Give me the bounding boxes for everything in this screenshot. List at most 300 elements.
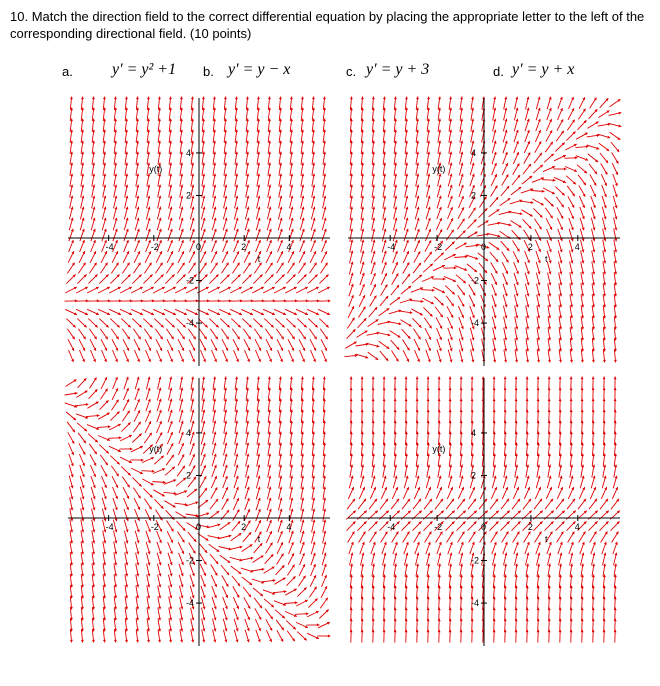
slope-arrow xyxy=(113,509,117,521)
slope-arrow xyxy=(504,465,507,478)
slope-arrow xyxy=(285,612,297,617)
slope-arrow xyxy=(135,531,139,543)
slope-arrow xyxy=(300,218,304,230)
slope-arrow xyxy=(77,274,86,283)
slope-arrow xyxy=(122,263,129,274)
slope-arrow xyxy=(447,306,453,317)
slope-arrow xyxy=(186,287,198,293)
slope-arrow xyxy=(267,240,272,252)
slope-arrow xyxy=(131,446,143,452)
slope-arrow xyxy=(312,520,316,533)
slope-arrow xyxy=(438,630,441,643)
slope-arrow xyxy=(167,521,174,532)
slope-arrow xyxy=(202,174,205,187)
slope-arrow xyxy=(568,196,574,207)
slope-arrow xyxy=(147,185,151,198)
slope-arrow xyxy=(479,208,488,218)
slope-arrow xyxy=(612,487,618,499)
slope-arrow xyxy=(523,164,531,174)
slope-arrow xyxy=(224,410,227,423)
slope-arrow xyxy=(88,319,97,328)
slope-arrow xyxy=(359,532,366,543)
slope-arrow xyxy=(81,531,84,544)
slope-arrow xyxy=(449,119,452,132)
slope-arrow xyxy=(114,564,117,577)
slope-arrow xyxy=(613,542,618,554)
slope-arrow xyxy=(81,119,84,132)
slope-arrow xyxy=(212,597,217,609)
slope-arrow xyxy=(570,295,573,308)
slope-arrow xyxy=(482,350,486,363)
slope-arrow xyxy=(557,487,563,499)
slope-arrow xyxy=(312,196,316,209)
slope-arrow xyxy=(199,488,207,498)
slope-arrow xyxy=(491,532,498,543)
slope-arrow xyxy=(235,108,238,121)
slope-arrow xyxy=(535,229,541,241)
slope-arrow xyxy=(103,586,106,599)
slope-arrow xyxy=(114,119,117,132)
slope-arrow xyxy=(548,317,551,330)
slope-arrow xyxy=(221,565,229,575)
slope-arrow xyxy=(253,274,262,283)
slope-arrow xyxy=(142,470,155,473)
slope-arrow xyxy=(469,284,475,295)
slope-arrow xyxy=(256,207,260,220)
slope-arrow xyxy=(157,421,162,433)
slope-arrow xyxy=(383,630,386,643)
slope-arrow xyxy=(427,108,430,121)
slope-arrow xyxy=(323,141,326,154)
slope-arrow xyxy=(356,354,368,359)
slope-arrow xyxy=(403,340,410,351)
slope-arrow xyxy=(510,200,522,204)
slope-arrow xyxy=(436,317,442,328)
slope-arrow xyxy=(157,207,161,220)
slope-arrow xyxy=(492,130,496,143)
slope-arrow xyxy=(81,163,84,176)
slope-arrow xyxy=(361,553,365,566)
slope-arrow xyxy=(213,421,217,434)
slope-arrow xyxy=(98,309,110,315)
slope-arrow xyxy=(124,240,129,252)
slope-arrow xyxy=(255,608,261,619)
slope-arrow xyxy=(201,432,205,445)
slope-arrow xyxy=(124,218,128,230)
slope-arrow xyxy=(245,229,250,241)
slope-arrow xyxy=(402,274,410,284)
slope-arrow xyxy=(372,196,375,209)
slope-arrow xyxy=(234,619,239,631)
slope-arrow xyxy=(158,141,161,154)
slope-arrow xyxy=(350,454,353,467)
slope-arrow xyxy=(224,152,227,165)
slope-arrow xyxy=(547,97,552,109)
slope-arrow xyxy=(90,378,97,389)
slope-arrow xyxy=(156,432,162,443)
slope-arrow xyxy=(224,119,227,132)
slope-arrow xyxy=(257,108,260,121)
slope-arrow xyxy=(69,240,74,252)
slope-arrow xyxy=(279,410,282,423)
slope-arrow xyxy=(556,499,564,509)
slope-arrow xyxy=(290,108,293,121)
slope-arrow xyxy=(471,630,474,643)
slope-arrow xyxy=(309,329,316,340)
slope-arrow xyxy=(371,273,376,285)
slope-arrow xyxy=(513,532,520,543)
slope-arrow xyxy=(567,186,575,196)
slope-arrow xyxy=(455,243,466,249)
slope-arrow xyxy=(581,306,584,319)
slope-arrow xyxy=(69,218,73,230)
slope-arrow xyxy=(319,610,328,619)
x-tick-label: -4 xyxy=(387,522,396,532)
slope-arrow xyxy=(168,564,172,577)
slope-arrow xyxy=(392,532,399,543)
slope-arrow xyxy=(311,542,315,554)
slope-arrow xyxy=(536,476,540,489)
slope-arrow xyxy=(246,388,249,401)
slope-arrow xyxy=(186,309,198,315)
slope-arrow xyxy=(311,240,316,252)
slope-arrow xyxy=(548,564,551,577)
slope-arrow xyxy=(257,130,260,143)
slope-arrow xyxy=(405,119,408,132)
slope-arrow xyxy=(515,317,519,330)
slope-arrow xyxy=(201,240,206,252)
slope-arrow xyxy=(383,553,387,566)
slope-arrow xyxy=(489,209,500,216)
slope-arrow xyxy=(135,520,140,532)
slope-arrow xyxy=(277,554,284,565)
slope-arrow xyxy=(245,487,250,499)
slope-arrow xyxy=(158,630,161,643)
slope-arrow xyxy=(133,422,140,433)
slope-arrow xyxy=(65,403,77,408)
slope-arrow xyxy=(275,274,284,283)
slope-arrow xyxy=(592,273,595,286)
slope-arrow xyxy=(416,553,420,566)
slope-arrow xyxy=(588,154,598,162)
slope-arrow xyxy=(393,218,397,231)
slope-arrow xyxy=(358,318,367,328)
slope-arrow xyxy=(277,339,283,351)
slope-arrow xyxy=(178,532,185,543)
slope-arrow xyxy=(234,465,238,478)
slope-arrow xyxy=(592,284,595,297)
slope-arrow xyxy=(488,233,501,237)
slope-arrow xyxy=(201,218,205,230)
slope-arrow xyxy=(312,465,315,478)
slope-arrow xyxy=(132,274,141,283)
slope-arrow xyxy=(427,174,431,187)
slope-arrow xyxy=(350,465,353,478)
slope-arrow xyxy=(230,309,242,315)
slope-arrow xyxy=(405,465,408,478)
slope-arrow xyxy=(490,197,499,207)
slope-arrow xyxy=(257,141,260,154)
slope-arrow xyxy=(614,273,617,286)
slope-arrow xyxy=(136,196,140,209)
slope-arrow xyxy=(547,476,551,489)
slope-arrow xyxy=(513,152,519,164)
slope-arrow xyxy=(565,144,577,150)
slope-arrow xyxy=(383,185,386,198)
slope-arrow xyxy=(349,262,353,275)
slope-arrow xyxy=(415,229,420,241)
slope-arrow xyxy=(405,174,408,187)
slope-arrow xyxy=(491,186,498,197)
slope-arrow xyxy=(279,432,282,445)
slope-arrow xyxy=(125,564,128,577)
slope-arrow xyxy=(169,130,172,143)
slope-arrow xyxy=(383,207,387,220)
y-tick-label: 4 xyxy=(186,147,192,158)
slope-arrow xyxy=(92,196,96,209)
slope-arrow xyxy=(257,410,260,423)
slope-arrow xyxy=(600,153,608,163)
slope-arrow xyxy=(246,399,249,412)
slope-arrow xyxy=(190,586,194,599)
slope-arrow xyxy=(438,119,441,132)
slope-arrow xyxy=(190,240,195,252)
slope-arrow xyxy=(513,241,520,252)
slope-arrow xyxy=(256,487,260,500)
slope-arrow xyxy=(257,377,260,390)
slope-arrow xyxy=(213,432,217,445)
slope-arrow xyxy=(570,465,573,478)
slope-arrow xyxy=(89,444,97,454)
slope-arrow xyxy=(427,185,431,198)
slope-arrow xyxy=(122,477,129,488)
slope-arrow xyxy=(190,218,194,230)
slope-arrow xyxy=(311,564,316,576)
slope-arrow xyxy=(515,306,519,319)
slope-arrow xyxy=(80,476,85,488)
slope-arrow xyxy=(537,306,540,319)
slope-arrow xyxy=(290,487,294,500)
slope-arrow xyxy=(536,108,541,120)
slope-arrow xyxy=(100,329,107,340)
slope-arrow xyxy=(603,564,606,577)
slope-arrow xyxy=(246,141,249,154)
slope-arrow xyxy=(98,287,110,293)
slope-arrow xyxy=(274,287,286,293)
slope-arrow xyxy=(201,350,206,362)
slope-arrow xyxy=(243,532,251,542)
slope-arrow xyxy=(359,307,366,318)
slope-arrow xyxy=(390,331,401,338)
slope-arrow xyxy=(190,229,195,241)
slope-arrow xyxy=(312,130,315,143)
slope-arrow xyxy=(612,532,619,543)
slope-arrow xyxy=(349,284,354,296)
slope-arrow xyxy=(224,388,227,401)
slope-arrow xyxy=(458,306,464,318)
slope-arrow xyxy=(570,553,574,566)
slope-arrow xyxy=(459,542,464,554)
slope-arrow xyxy=(234,240,239,252)
slope-arrow xyxy=(413,521,422,530)
slope-arrow xyxy=(455,266,467,271)
slope-arrow xyxy=(382,542,387,554)
slope-arrow xyxy=(345,354,358,357)
slope-arrow xyxy=(136,597,139,610)
slope-arrow xyxy=(233,597,239,609)
slope-arrow xyxy=(264,567,275,574)
slope-arrow xyxy=(135,207,139,220)
slope-arrow xyxy=(168,542,173,554)
slope-arrow xyxy=(254,329,261,340)
slope-arrow xyxy=(501,499,509,509)
slope-arrow xyxy=(147,575,151,588)
slope-arrow xyxy=(201,586,206,598)
slope-arrow xyxy=(201,207,205,220)
slope-arrow xyxy=(285,601,298,604)
slope-arrow xyxy=(178,251,184,263)
slope-arrow xyxy=(257,421,260,434)
slope-arrow xyxy=(322,240,327,252)
slope-arrow xyxy=(176,512,187,519)
slope-arrow xyxy=(112,476,118,488)
slope-arrow xyxy=(233,509,240,520)
direction-field-bottom-right xyxy=(346,377,620,647)
x-tick-label: -2 xyxy=(434,522,443,532)
slope-arrow xyxy=(70,196,74,209)
slope-arrow xyxy=(579,196,585,208)
slope-arrow xyxy=(67,263,74,274)
slope-arrow xyxy=(125,108,128,121)
slope-arrow xyxy=(169,119,172,132)
slope-arrow xyxy=(198,274,207,283)
slope-arrow xyxy=(349,476,353,489)
slope-arrow xyxy=(300,520,304,533)
slope-arrow xyxy=(590,98,597,109)
slope-arrow xyxy=(147,630,150,643)
slope-arrow xyxy=(359,487,365,499)
slope-arrow xyxy=(179,240,184,252)
slope-arrow xyxy=(581,465,584,478)
slope-arrow xyxy=(92,575,95,588)
slope-arrow xyxy=(415,207,419,220)
slope-arrow xyxy=(323,196,327,209)
slope-arrow xyxy=(66,412,76,420)
slope-arrow xyxy=(312,432,315,445)
slope-arrow xyxy=(544,154,554,163)
slope-arrow xyxy=(191,185,195,198)
slope-arrow xyxy=(147,564,151,577)
slope-arrow xyxy=(179,410,183,423)
slope-arrow xyxy=(253,556,264,563)
slope-arrow xyxy=(426,476,430,489)
slope-arrow xyxy=(102,476,107,488)
slope-arrow xyxy=(202,630,206,643)
slope-arrow xyxy=(257,388,260,401)
y-axis-label: y(t) xyxy=(432,164,446,175)
y-tick-label: 4 xyxy=(471,147,477,158)
slope-arrow xyxy=(278,498,282,511)
slope-arrow xyxy=(252,579,264,584)
slope-arrow xyxy=(179,564,184,576)
slope-arrow xyxy=(438,564,441,577)
slope-arrow xyxy=(244,509,250,521)
slope-arrow xyxy=(309,263,316,274)
slope-arrow xyxy=(135,399,140,411)
slope-arrow xyxy=(378,321,391,325)
slope-arrow xyxy=(180,597,184,610)
slope-arrow xyxy=(383,163,386,176)
slope-arrow xyxy=(301,476,304,489)
slope-arrow xyxy=(90,454,96,465)
slope-arrow xyxy=(279,421,282,434)
slope-arrow xyxy=(244,597,250,608)
slope-arrow xyxy=(202,377,205,390)
slope-arrow xyxy=(577,165,587,173)
slope-arrow xyxy=(175,490,187,495)
slope-arrow xyxy=(416,130,419,143)
slope-arrow xyxy=(234,229,239,241)
slope-arrow xyxy=(425,229,431,241)
slope-arrow xyxy=(299,564,305,576)
slope-arrow xyxy=(91,476,96,488)
slope-arrow xyxy=(609,123,622,127)
slope-arrow xyxy=(279,487,283,500)
slope-arrow xyxy=(279,119,282,132)
question-body: Match the direction field to the correct differential equation by placing the appropriate letter to the left of the corresponding directional field. (10 points) xyxy=(10,9,645,41)
slope-arrow xyxy=(323,152,326,165)
slope-arrow xyxy=(103,119,106,132)
slope-arrow xyxy=(526,465,529,478)
slope-arrow xyxy=(402,521,411,530)
slope-arrow xyxy=(235,399,238,412)
slope-arrow xyxy=(537,454,540,467)
slope-arrow xyxy=(136,586,139,599)
slope-arrow xyxy=(590,487,596,499)
slope-arrow xyxy=(502,174,509,185)
slope-arrow xyxy=(68,339,74,351)
slope-arrow xyxy=(233,339,239,351)
slope-arrow xyxy=(394,174,397,187)
slope-arrow xyxy=(401,286,411,294)
slope-arrow xyxy=(470,174,475,186)
slope-arrow xyxy=(514,476,518,489)
slope-arrow xyxy=(568,532,575,543)
slope-arrow xyxy=(188,532,197,542)
slope-arrow xyxy=(544,251,552,264)
slope-arrow xyxy=(438,152,441,165)
slope-arrow xyxy=(275,319,284,328)
slope-arrow xyxy=(257,163,260,176)
slope-arrow xyxy=(301,185,305,198)
slope-arrow xyxy=(578,109,585,120)
slope-arrow xyxy=(267,498,271,511)
slope-arrow xyxy=(433,278,446,281)
slope-arrow xyxy=(415,350,420,362)
slope-arrow xyxy=(264,274,273,283)
slope-arrow xyxy=(91,229,96,241)
slope-arrow xyxy=(276,565,285,575)
slope-arrow xyxy=(460,108,463,121)
slope-arrow xyxy=(255,520,261,532)
slope-arrow xyxy=(81,141,84,154)
slope-arrow xyxy=(158,608,161,621)
slope-arrow xyxy=(199,329,206,340)
slope-arrow xyxy=(361,630,364,643)
slope-arrow xyxy=(114,196,118,209)
slope-arrow xyxy=(480,197,487,208)
slope-arrow xyxy=(548,295,551,308)
